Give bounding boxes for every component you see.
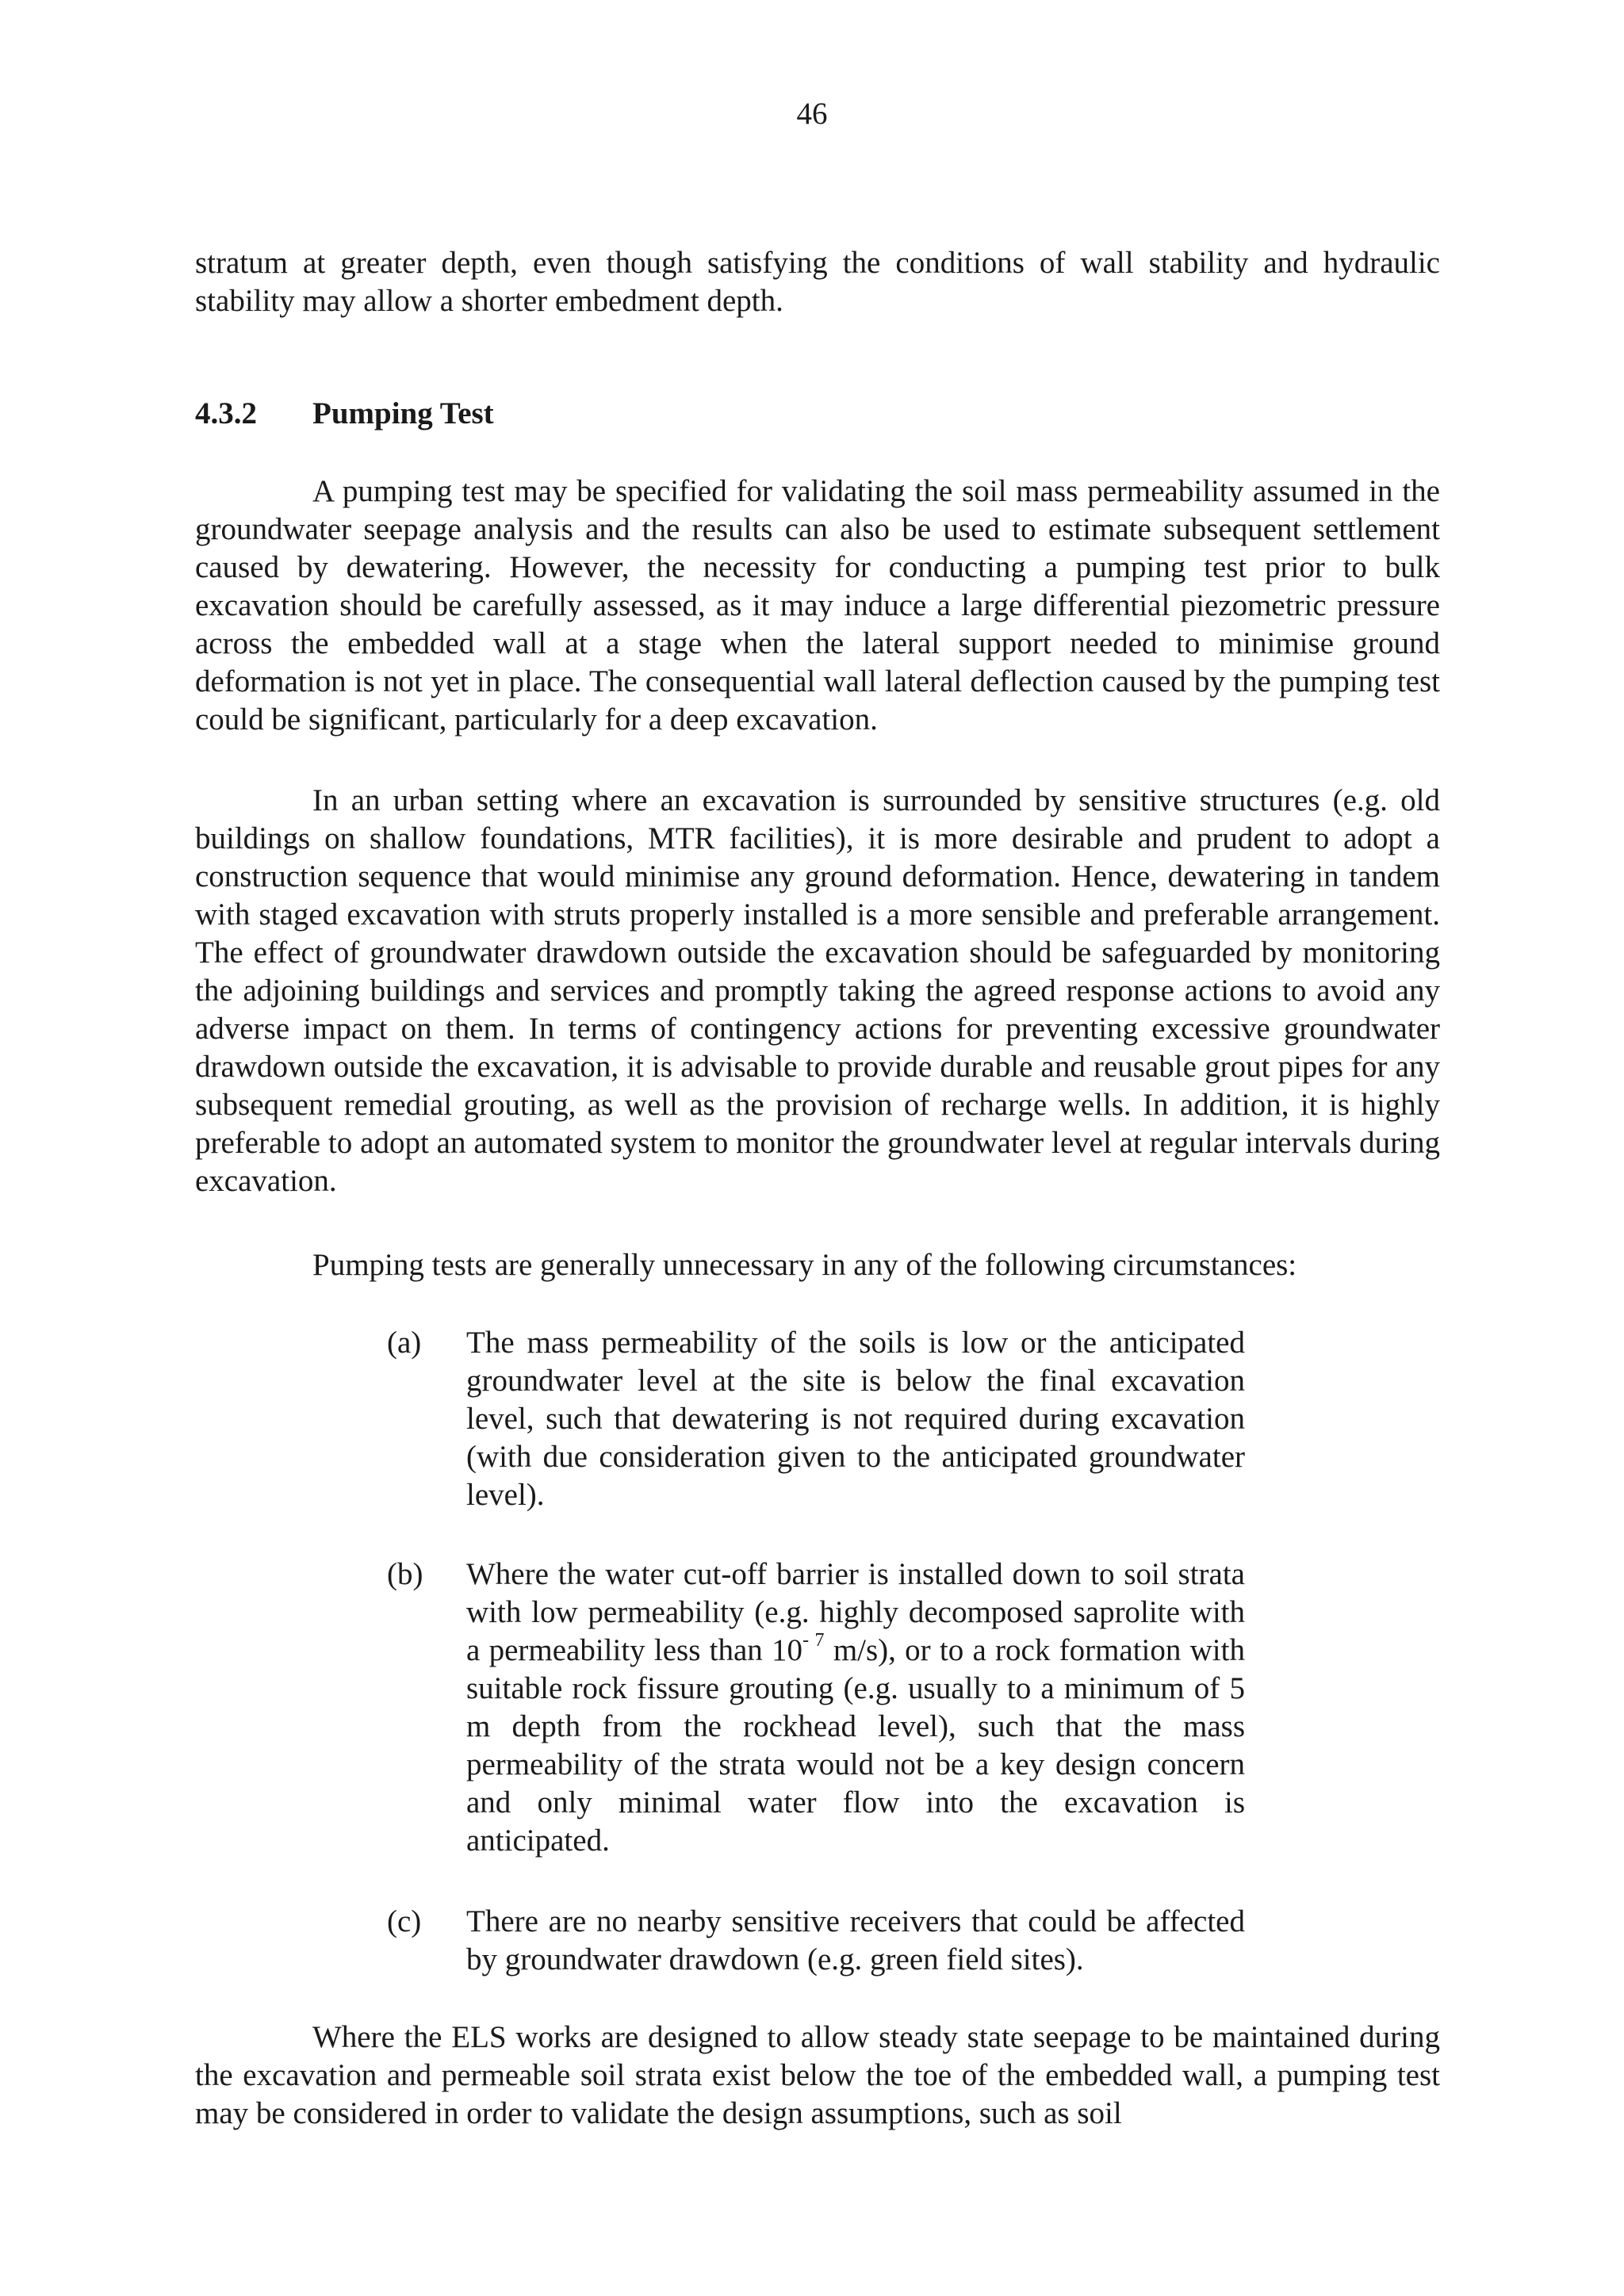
list-label: (a) — [387, 1326, 422, 1360]
list-text-after: m/s), or to a rock formation with suitable rock fissure grouting (e.g. usually to a minimum of 5 m depth from the rockhead level), such that the mass permeability of the strata would not be a key design concern and only minimal water flow into the excavation is anticipated. — [466, 1633, 1245, 1858]
paragraph-4: Where the ELS works are designed to allow steady state seepage to be maintained during the excavation and permeable soil strata exist below the toe of the embedded wall, a pumping test may be considered in order to validate the design assumptions, such as soil — [195, 2020, 1440, 2130]
list-label: (b) — [387, 1557, 423, 1591]
paragraph-3: Pumping tests are generally unnecessary in any of the following circumstances: — [312, 1248, 1297, 1282]
list-text: There are no nearby sensitive receivers that could be affected by groundwater drawdown (e.g. green field sites). — [466, 1904, 1245, 1976]
section-title: Pumping Test — [312, 396, 494, 430]
list-text: The mass permeability of the soils is low or the anticipated groundwater level at the site is below the final excavation level, such that dewatering is not required during excavation (with due consideration given to the anticipated groundwater level). — [466, 1326, 1245, 1512]
list-text-before: Where the water cut-off barrier is installed down to soil strata with low permeability (e.g. highly decomposed saprolite with a permeability less than 10 — [466, 1557, 1245, 1667]
paragraph-1: A pumping test may be specified for validating the soil mass permeability assumed in the groundwater seepage analysis and the results can also be used to estimate subsequent settlement caused by dewatering. However, the necessity for conducting a pumping test prior to bulk excavation should be carefully assessed, as it may induce a large differential piezometric pressure across the embedded wall at a stage when the lateral support needed to minimise ground deformation is not yet in place. The consequential wall lateral deflection caused by the pumping test could be significant, particularly for a deep excavation. — [195, 474, 1440, 737]
section-number: 4.3.2 — [195, 396, 257, 430]
list-label: (c) — [387, 1904, 422, 1938]
section-heading — [195, 395, 494, 433]
list-text — [466, 1556, 1245, 1860]
exponent: - 7 — [802, 1630, 825, 1651]
page-number: 46 — [796, 97, 828, 131]
paragraph-continuation: stratum at greater depth, even though satisfying the conditions of wall stability and hydraulic stability may allow a shorter embedment depth. — [195, 246, 1440, 318]
paragraph-2: In an urban setting where an excavation is surrounded by sensitive structures (e.g. old buildings on shallow foundations, MTR facilities), it is more desirable and prudent to adopt a construction sequence that would minimise any ground deformation. Hence, dewatering in tandem with staged excavation with struts properly installed is a more sensible and preferable arrangement. The effect of groundwater drawdown outside the excavation should be safeguarded by monitoring the adjoining buildings and services and promptly taking the agreed response actions to avoid any adverse impact on them. In terms of contingency actions for preventing excessive groundwater drawdown outside the excavation, it is advisable to provide durable and reusable grout pipes for any subsequent remedial grouting, as well as the provision of recharge wells. In addition, it is highly preferable to adopt an automated system to monitor the groundwater level at regular intervals during excavation. — [195, 783, 1440, 1198]
